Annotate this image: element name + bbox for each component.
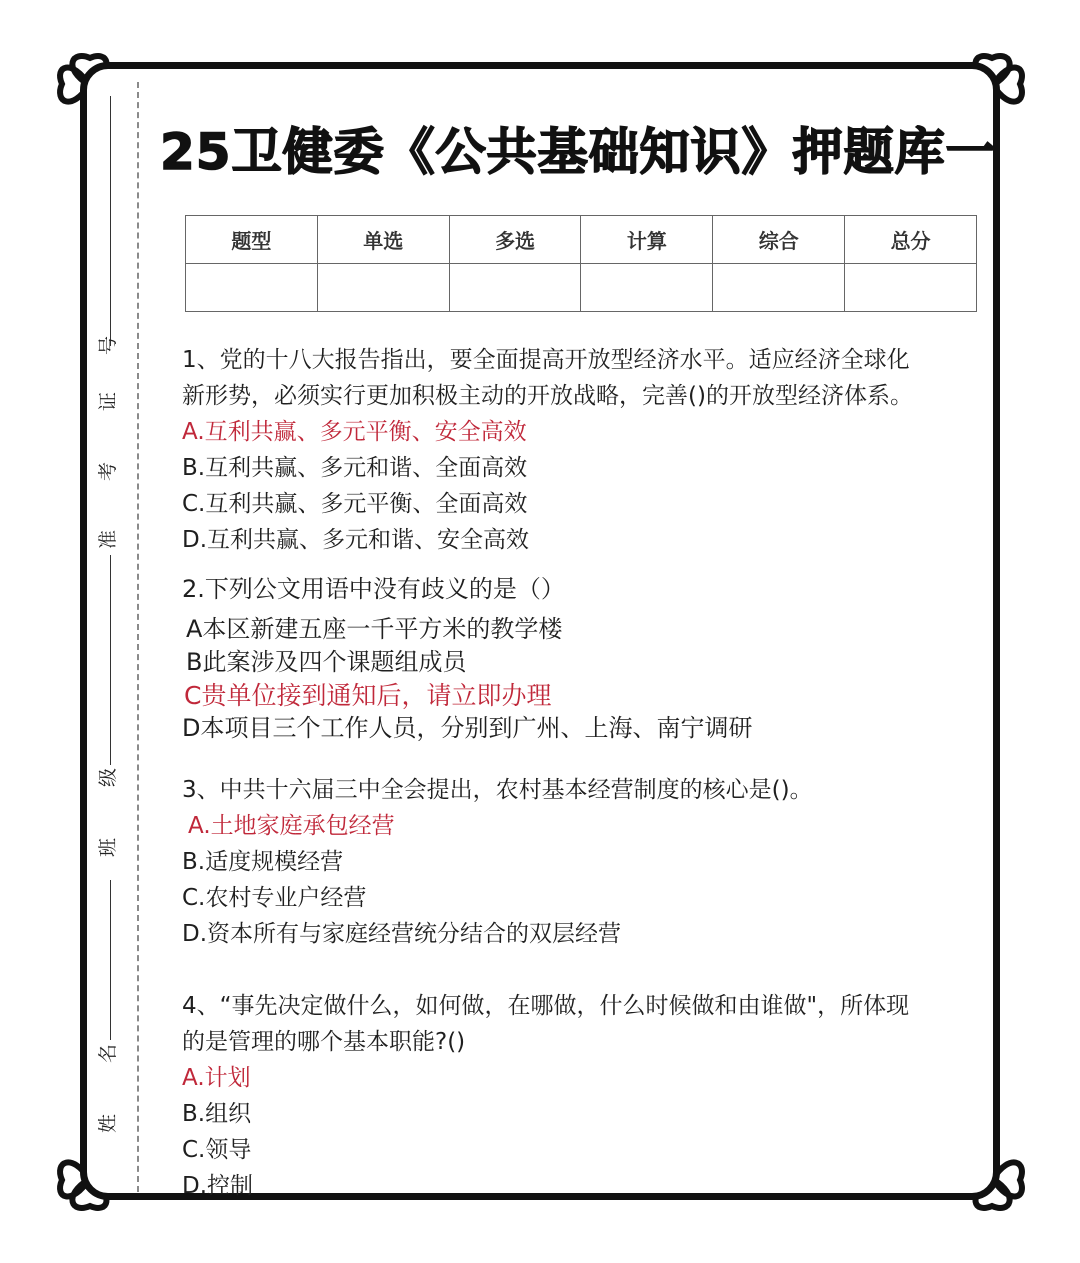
score-header-cell: 总分 [845,216,977,264]
exam-no-label-2: 考 [97,461,120,482]
option-c: C.领导 [182,1137,252,1163]
score-header-cell: 计算 [581,216,713,264]
binding-dashed-line [137,82,139,1192]
score-header-cell: 综合 [713,216,845,264]
score-header-cell: 多选 [449,216,581,264]
option-a: A本区新建五座一千平方米的教学楼 [186,615,563,643]
page-title: 25卫健委《公共基础知识》押题库一 [160,123,997,181]
option-a-correct: A.土地家庭承包经营 [188,813,395,839]
score-value-cell[interactable] [845,264,977,312]
score-table-value-row [186,264,977,312]
option-b: B此案涉及四个课题组成员 [186,648,467,676]
question-4 [182,988,909,1204]
question-2 [182,571,752,745]
question-stem: 新形势，必须实行更加积极主动的开放战略，完善()的开放型经济体系。 [182,383,913,409]
question-stem: 的是管理的哪个基本职能?() [182,1029,466,1055]
name-label-2: 名 [97,1043,120,1064]
option-c: C.互利共赢、多元平衡、全面高效 [182,491,528,517]
score-header-cell: 题型 [186,216,318,264]
name-label: 姓 [97,1113,120,1134]
option-d: D.控制 [182,1173,254,1199]
option-b: B.组织 [182,1101,252,1127]
option-a-correct: A.计划 [182,1065,251,1091]
option-c-correct: C贵单位接到通知后，请立即办理 [184,681,552,710]
score-value-cell[interactable] [581,264,713,312]
class-label-2: 级 [97,767,120,788]
option-d: D.互利共赢、多元和谐、安全高效 [182,527,530,553]
name-underline [110,880,111,1040]
score-value-cell[interactable] [713,264,845,312]
score-value-cell[interactable] [449,264,581,312]
score-table-header-row [186,216,977,264]
question-stem: 3、中共十六届三中全会提出，农村基本经营制度的核心是()。 [182,777,813,803]
class-underline [110,555,111,765]
option-a-correct: A.互利共赢、多元平衡、安全高效 [182,419,527,445]
exam-no-label: 准 [97,529,120,550]
question-stem: 4、“事先决定做什么，如何做，在哪做，什么时候做和由谁做"，所体现 [182,993,910,1019]
score-table [185,215,977,312]
class-label: 班 [97,837,120,858]
question-stem: 2.下列公文用语中没有歧义的是（） [182,575,565,603]
exam-no-label-4: 号 [97,335,120,356]
question-stem: 1、党的十八大报告指出，要全面提高开放型经济水平。适应经济全球化 [182,347,910,373]
option-b: B.互利共赢、多元和谐、全面高效 [182,455,528,481]
score-header-cell: 单选 [317,216,449,264]
option-c: C.农村专业户经营 [182,885,367,911]
exam-no-underline [110,96,111,346]
score-value-cell[interactable] [186,264,318,312]
exam-no-label-3: 证 [97,391,120,412]
option-d: D.资本所有与家庭经营统分结合的双层经营 [182,921,622,947]
question-1 [182,342,913,558]
option-d: D本项目三个工作人员，分别到广州、上海、南宁调研 [182,714,753,742]
option-b: B.适度规模经营 [182,849,344,875]
score-value-cell[interactable] [317,264,449,312]
question-3 [182,772,813,952]
